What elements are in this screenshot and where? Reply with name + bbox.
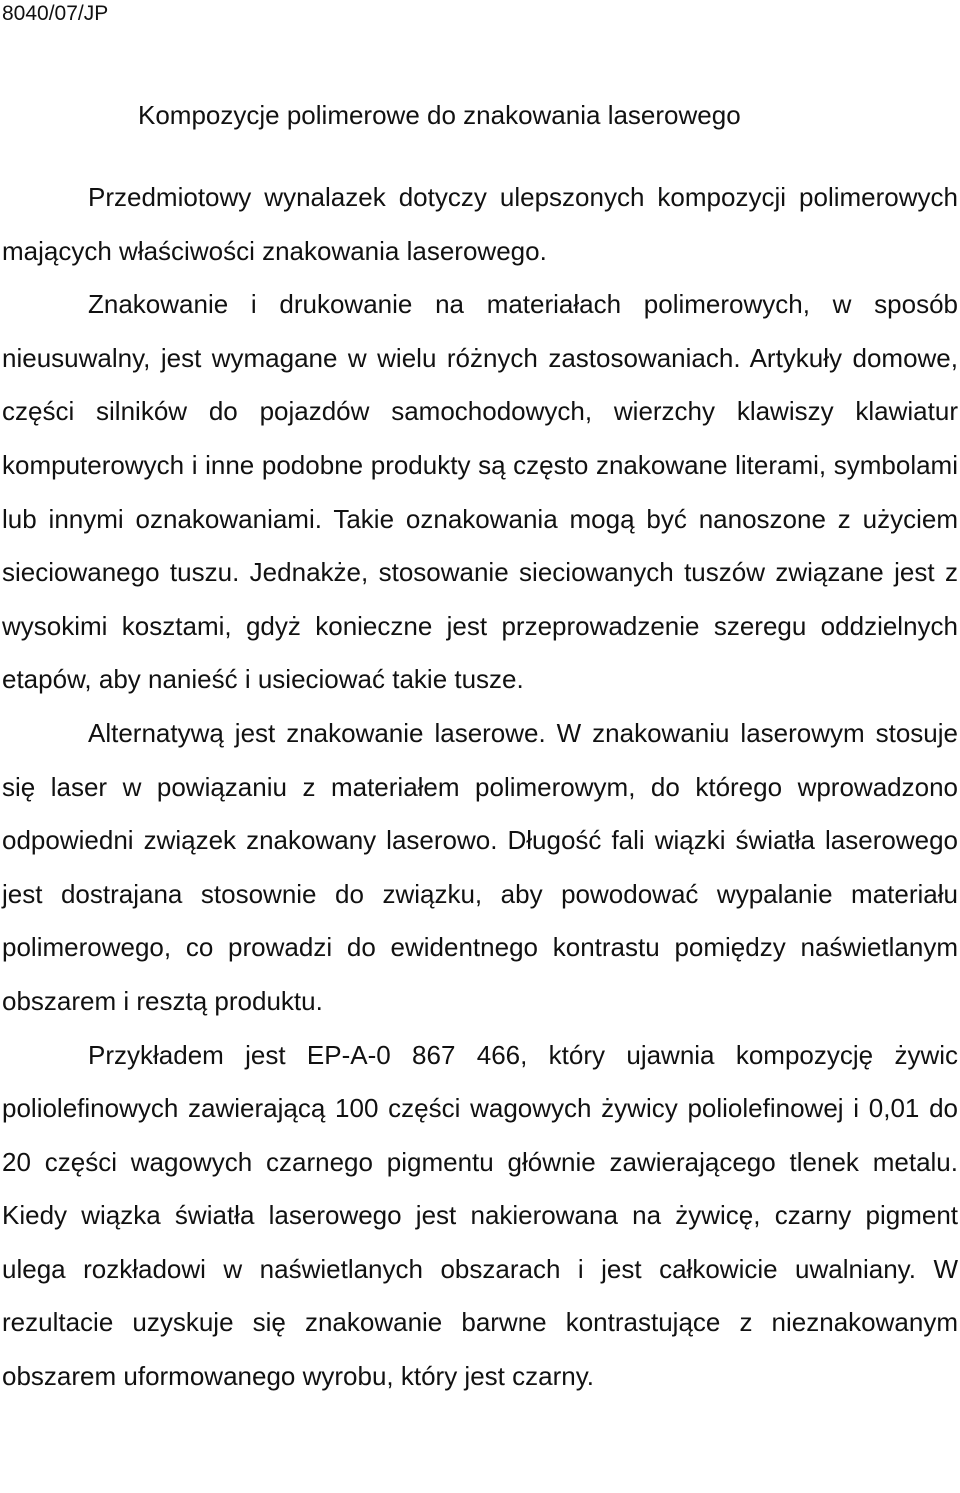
document-title: Kompozycje polimerowe do znakowania laserowego xyxy=(138,100,741,130)
paragraph: Przykładem jest EP-A-0 867 466, który ujawnia kompozycję żywic poliolefinowych zawierającą 100 części wagowych żywicy poliolefinowej i 0,01 do 20 części wagowych czarnego pigmentu głównie zawierającego tlenek metalu. Kiedy wiązka światła laserowego jest nakierowana na żywicę, czarny pigment ulega rozkładowi w naświetlanych obszarach i jest całkowicie uwalniany. W rezultacie uzyskuje się znakowanie barwne kontrastujące z nieznakowanym obszarem uformowanego wyrobu, który jest czarny. xyxy=(2,1039,958,1392)
document-reference-number: 8040/07/JP xyxy=(2,2,109,25)
paragraph: Przedmiotowy wynalazek dotyczy ulepszonych kompozycji polimerowych mających właściwości znakowania laserowego. xyxy=(2,182,958,266)
paragraph: Alternatywą jest znakowanie laserowe. W znakowaniu laserowym stosuje się laser w powiązaniu z materiałem polimerowym, do którego wprowadzono odpowiedni związek znakowany laserowo. Długość fali wiązki światła laserowego jest dostrajana stosownie do związku, aby powodować wypalanie materiału polimerowego, co prowadzi do ewidentnego kontrastu pomiędzy naświetlanym obszarem i resztą produktu. xyxy=(2,717,958,1016)
document-body xyxy=(2,171,958,1404)
paragraph: Znakowanie i drukowanie na materiałach polimerowych, w sposób nieusuwalny, jest wymagane w wielu różnych zastosowaniach. Artykuły domowe, części silników do pojazdów samochodowych, wierzchy klawiszy klawiatur komputerowych i inne podobne produkty są często znakowane literami, symbolami lub innymi oznakowaniami. Takie oznakowania mogą być nanoszone z użyciem sieciowanego tuszu. Jednakże, stosowanie sieciowanych tuszów związane jest z wysokimi kosztami, gdyż konieczne jest przeprowadzenie szeregu oddzielnych etapów, aby nanieść i usieciować takie tusze. xyxy=(2,289,958,695)
